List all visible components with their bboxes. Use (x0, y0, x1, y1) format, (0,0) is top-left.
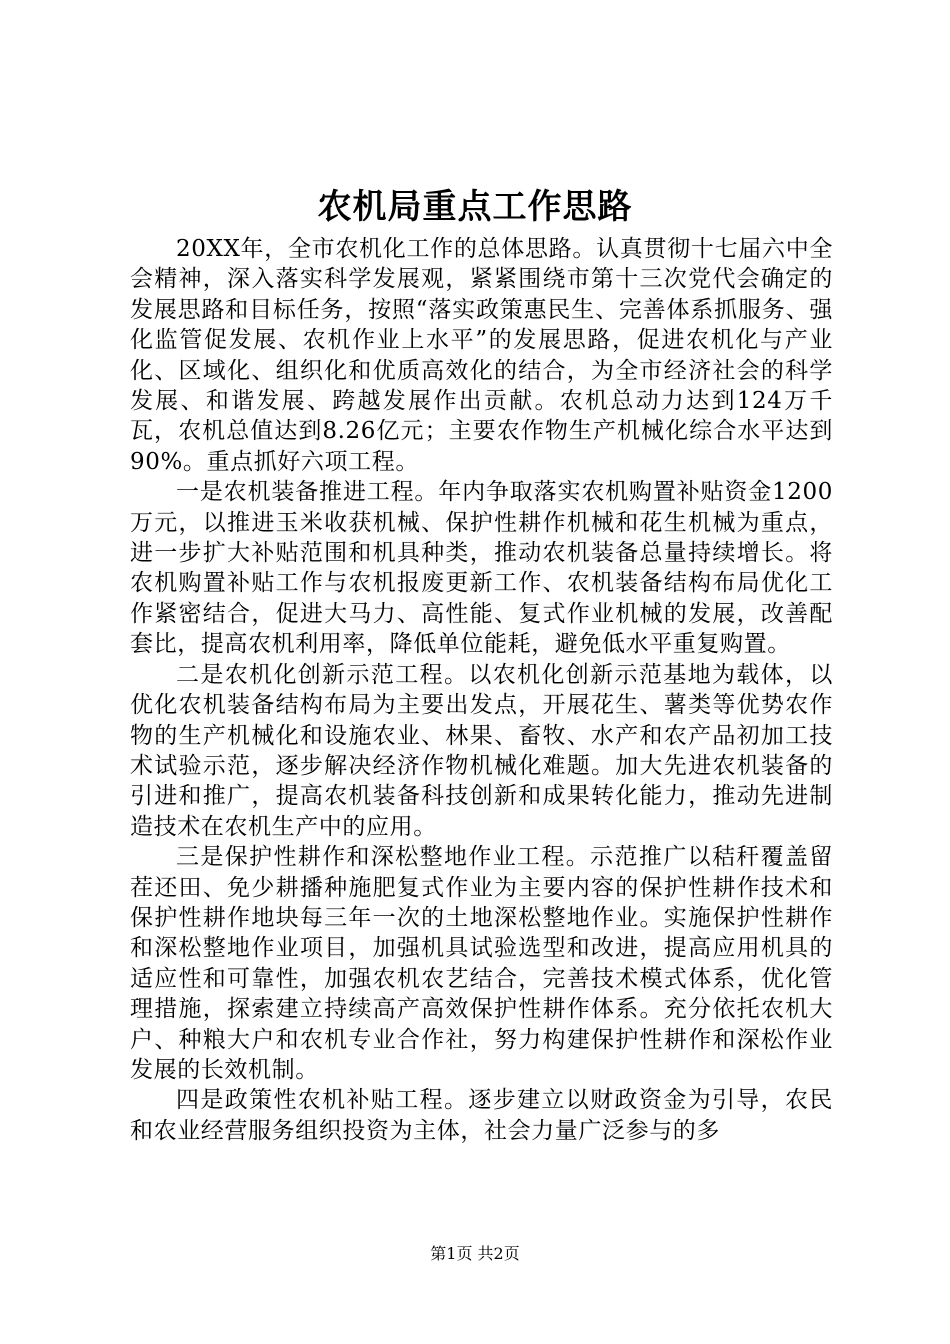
page-number: 第1页 共2页 (430, 1244, 520, 1263)
document-title: 农机局重点工作思路 (317, 187, 633, 227)
paragraph-equipment-project: 一是农机装备推进工程。年内争取落实农机购置补贴资金1200万元，以推进玉米收获机械、保护性耕作机械和花生机械为重点，进一步扩大补贴范围和机具种类，推动农机装备总量持续增长。将农机购置补贴工作与农机报废更新工作、农机装备结构布局优化工作紧密结合，促进大马力、高性能、复式作业机械的发展，改善配套比，提高农机利用率，降低单位能耗，避免低水平重复购置。 (130, 479, 833, 658)
paragraph-subsidy-project: 四是政策性农机补贴工程。逐步建立以财政资金为引导，农民和农业经营服务组织投资为主体，社会力量广泛参与的多 (130, 1087, 833, 1144)
paragraph-conservation-tillage-project: 三是保护性耕作和深松整地作业工程。示范推广以秸秆覆盖留茬还田、免少耕播种施肥复式作业为主要内容的保护性耕作技术和保护性耕作地块每三年一次的土地深松整地作业。实施保护性耕作和深松整地作业项目，加强机具试验选型和改进，提高应用机具的适应性和可靠性，加强农机农艺结合，完善技术模式体系，优化管理措施，探索建立持续高产高效保护性耕作体系。充分依托农机大户、种粮大户和农机专业合作社，努力构建保护性耕作和深松作业发展的长效机制。 (130, 844, 833, 1083)
paragraph-innovation-project: 二是农机化创新示范工程。以农机化创新示范基地为载体，以优化农机装备结构布局为主要出发点，开展花生、薯类等优势农作物的生产机械化和设施农业、林果、畜牧、水产和农产品初加工技术试验示范，逐步解决经济作物机械化难题。加大先进农机装备的引进和推广，提高农机装备科技创新和成果转化能力，推动先进制造技术在农机生产中的应用。 (130, 661, 833, 840)
document-body (130, 234, 833, 1146)
paragraph-overview: 20XX年，全市农机化工作的总体思路。认真贯彻十七届六中全会精神，深入落实科学发展观，紧紧围绕市第十三次党代会确定的发展思路和目标任务，按照“落实政策惠民生、完善体系抓服务、强化监管促发展、农机作业上水平”的发展思路，促进农机化与产业化、区域化、组织化和优质高效化的结合，为全市经济社会的科学发展、和谐发展、跨越发展作出贡献。农机总动力达到124万千瓦，农机总值达到8.26亿元；主要农作物生产机械化综合水平达到90%。重点抓好六项工程。 (130, 236, 833, 475)
